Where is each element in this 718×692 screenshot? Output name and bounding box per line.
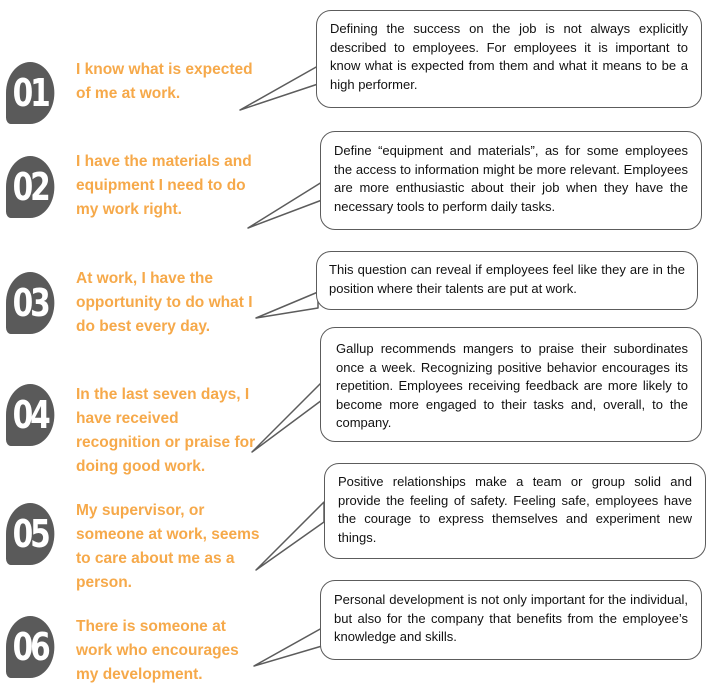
bubble-pointer-03 — [256, 292, 318, 318]
statement-05: My supervisor, or someone at work, seems to care about me as a person. — [76, 502, 260, 591]
statement-06: There is someone at work who encourages my development. — [76, 618, 239, 683]
description-bubble-02 — [320, 131, 702, 230]
description-text-04: Gallup recommends mangers to praise their subordinates once a week. Recognizing positive behavior encourages its repetition. Employees receiving feedback are more likely to become more engaged to their tasks and, overall, to the company. — [336, 341, 688, 430]
statement-02: I have the materials and equipment I need to do my work right. — [76, 153, 252, 218]
number-badge-05: 05 — [6, 503, 54, 565]
description-bubble-04 — [320, 327, 702, 442]
description-bubble-06 — [320, 580, 702, 660]
description-text-01: Defining the success on the job is not always explicitly described to employees. For employees it is important to know what is expected from them and what it means to be a high performer. — [330, 21, 688, 92]
description-bubble-05 — [324, 463, 706, 559]
description-text-02: Define “equipment and materials”, as for some employees the access to information might be more relevant. Employees are more enthusiastic about their job when they have the necessary tools to perform daily tasks. — [334, 143, 688, 214]
bubble-pointer-06 — [254, 628, 322, 666]
description-bubble-03 — [316, 251, 698, 310]
number-badge-06: 06 — [6, 616, 54, 678]
number-badge-03: 03 — [6, 272, 54, 334]
bubble-pointer-04 — [252, 382, 322, 452]
number-badge-02: 02 — [6, 156, 54, 218]
description-text-06: Personal development is not only important for the individual, but also for the company that benefits from the employee’s knowledge and skills. — [334, 592, 688, 644]
statement-03: At work, I have the opportunity to do what I do best every day. — [76, 270, 253, 335]
bubble-pointer-05 — [256, 502, 324, 570]
statement-04: In the last seven days, I have received recognition or praise for doing good work. — [76, 386, 256, 475]
description-text-03: This question can reveal if employees feel like they are in the position where their talents are put at work. — [329, 262, 685, 296]
description-text-05: Positive relationships make a team or group solid and provide the feeling of safety. Feeling safe, employees have the courage to express themselves and experiment new things. — [338, 474, 692, 545]
description-bubble-01 — [316, 10, 702, 108]
number-badge-04: 04 — [6, 384, 54, 446]
number-badge-01: 01 — [6, 62, 54, 124]
statement-01: I know what is expected of me at work. — [76, 61, 253, 102]
